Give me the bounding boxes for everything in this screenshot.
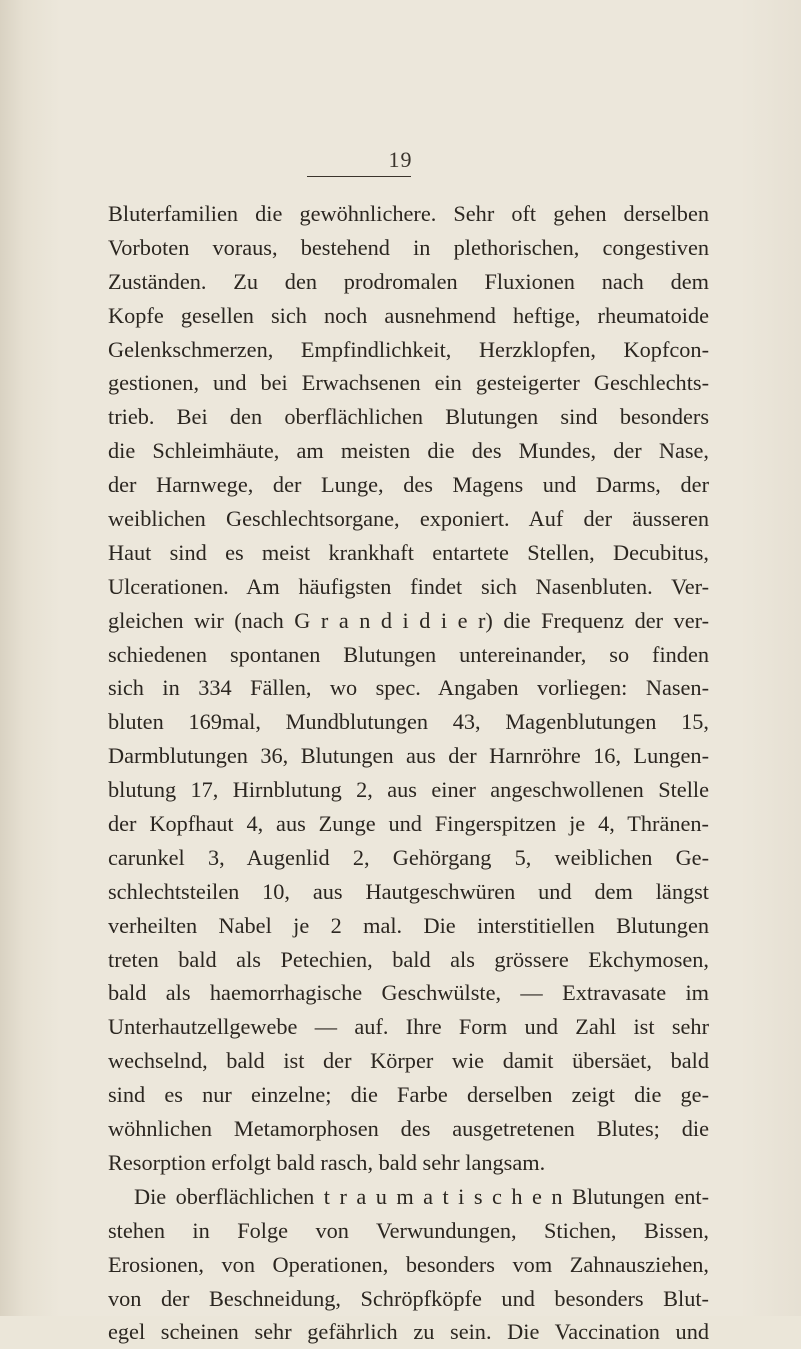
text-line: stehen in Folge von Verwundungen, Stichen, Bissen, <box>108 1217 709 1243</box>
text-line: schiedenen spontanen Blutungen untereinander, so finden <box>108 641 709 667</box>
text-line: der Harnwege, der Lunge, des Magens und Darms, der <box>108 472 709 498</box>
text-line: Kopfe gesellen sich noch ausnehmend heftige, rheumatoide <box>108 302 709 328</box>
text-line: Vorboten voraus, bestehend in plethorischen, congestiven <box>108 234 709 260</box>
page-number: 19 <box>388 147 413 172</box>
text-line: von der Beschneidung, Schröpfköpfe und besonders Blut- <box>108 1285 709 1311</box>
text-line: treten bald als Petechien, bald als grössere Ekchymosen, <box>108 946 709 972</box>
text-line: Resorption erfolgt bald rasch, bald sehr langsam. <box>108 1149 546 1175</box>
text-line: Die oberflächlichen t r a u m a t i s c h e n Blutungen ent- <box>134 1183 709 1209</box>
text-line: Bluterfamilien die gewöhnlichere. Sehr oft gehen derselben <box>108 201 709 226</box>
text-line: wechselnd, bald ist der Körper wie damit übersäet, bald <box>108 1048 709 1074</box>
text-line: Erosionen, von Operationen, besonders vom Zahnausziehen, <box>108 1251 709 1277</box>
text-line: Gelenkschmerzen, Empfindlichkeit, Herzklopfen, Kopfcon- <box>108 336 709 362</box>
text-line: sind es nur einzelne; die Farbe derselben zeigt die ge- <box>108 1082 709 1108</box>
text-line: der Kopfhaut 4, aus Zunge und Fingerspitzen je 4, Thränen- <box>108 811 709 837</box>
body-text <box>108 197 709 1349</box>
text-line: Ulcerationen. Am häufigsten findet sich Nasenbluten. Ver- <box>108 573 709 599</box>
text-line: Haut sind es meist krankhaft entartete Stellen, Decubitus, <box>108 539 709 565</box>
text-line: gestionen, und bei Erwachsenen ein gesteigerter Geschlechts- <box>108 370 709 396</box>
text-line: trieb. Bei den oberflächlichen Blutungen sind besonders <box>108 404 709 430</box>
text-line: schlechtsteilen 10, aus Hautgeschwüren und dem längst <box>108 878 709 904</box>
text-line: blutung 17, Hirnblutung 2, aus einer angeschwollenen Stelle <box>108 777 709 803</box>
page-number-rule <box>307 176 411 177</box>
text-line: die Schleimhäute, am meisten die des Mundes, der Nase, <box>108 438 709 464</box>
text-line: Unterhautzellgewebe — auf. Ihre Form und Zahl ist sehr <box>108 1014 709 1040</box>
text-line: bluten 169mal, Mundblutungen 43, Magenblutungen 15, <box>108 709 709 735</box>
text-line: Darmblutungen 36, Blutungen aus der Harnröhre 16, Lungen- <box>108 743 709 769</box>
text-line: gleichen wir (nach G r a n d i d i e r) die Frequenz der ver- <box>108 607 709 633</box>
text-line: Zuständen. Zu den prodromalen Fluxionen nach dem <box>108 268 709 294</box>
text-line: egel scheinen sehr gefährlich zu sein. Die Vaccination und <box>108 1319 709 1345</box>
text-line: verheilten Nabel je 2 mal. Die interstitiellen Blutungen <box>108 912 709 938</box>
text-line: bald als haemorrhagische Geschwülste, — Extravasate im <box>108 980 709 1006</box>
text-line: carunkel 3, Augenlid 2, Gehörgang 5, weiblichen Ge- <box>108 844 709 870</box>
text-line: weiblichen Geschlechtsorgane, exponiert. Auf der äusseren <box>108 506 709 532</box>
text-line: sich in 334 Fällen, wo spec. Angaben vorliegen: Nasen- <box>108 675 709 701</box>
text-line: wöhnlichen Metamorphosen des ausgetretenen Blutes; die <box>108 1116 709 1142</box>
